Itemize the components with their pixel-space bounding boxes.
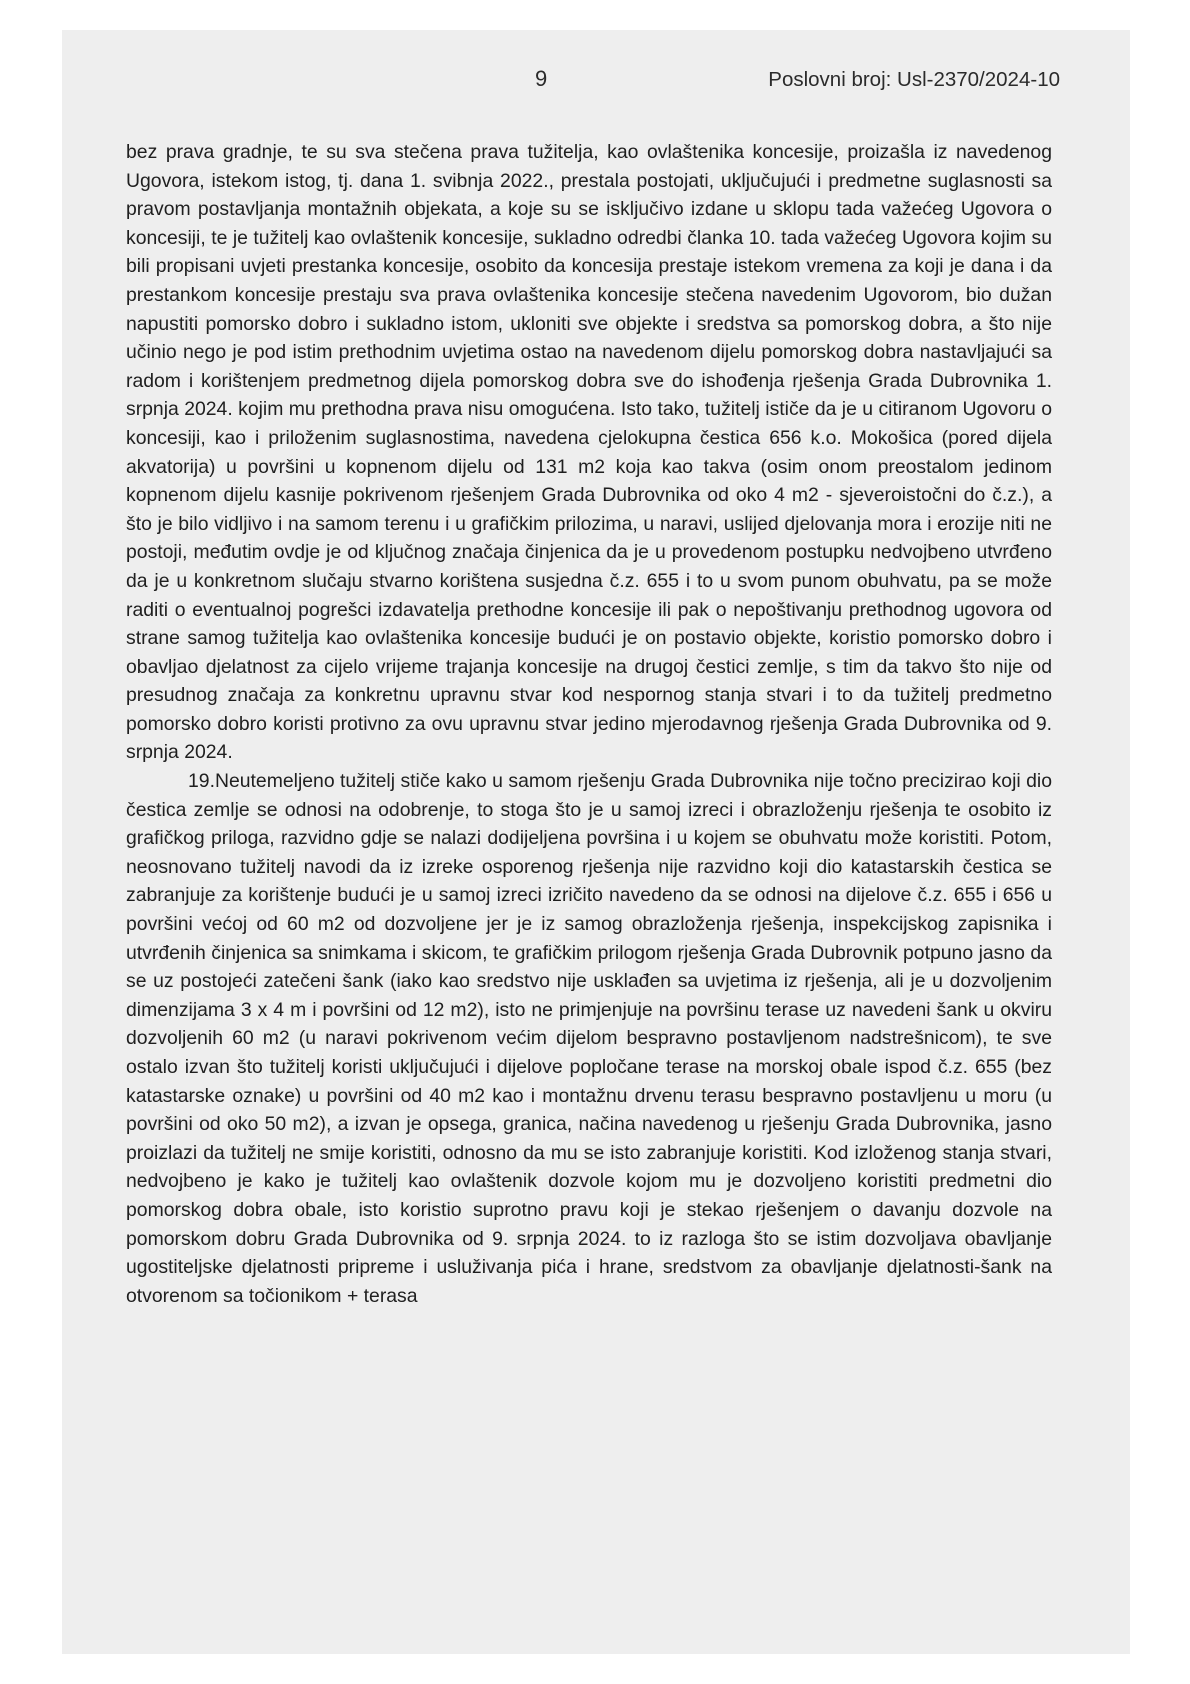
document-page — [62, 30, 1130, 1654]
paragraph: bez prava gradnje, te su sva stečena prava tužitelja, kao ovlaštenika koncesije, proizašla iz navedenog Ugovora, istekom istog, tj. dana 1. svibnja 2022., prestala postojati, uključujući i predmetne suglasnosti sa pravom postavljanja montažnih objekata, a koje su se isključivo izdane u sklopu tada važećeg Ugovora o koncesiji, te je tužitelj kao ovlaštenik koncesije, sukladno odredbi članka 10. tada važećeg Ugovora kojim su bili propisani uvjeti prestanka koncesije, osobito da koncesija prestaje istekom vremena za koji je dana i da prestankom koncesije prestaju sva prava ovlaštenika koncesije stečena navedenim Ugovorom, bio dužan napustiti pomorsko dobro i sukladno istom, ukloniti sve objekte i sredstva sa pomorskog dobra, a što nije učinio nego je pod istim prethodnim uvjetima ostao na navedenom dijelu pomorskog dobra nastavljajući sa radom i korištenjem predmetnog dijela pomorskog dobra sve do ishođenja rješenja Grada Dubrovnika 1. srpnja 2024. kojim mu prethodna prava nisu omogućena. Isto tako, tužitelj ističe da je u citiranom Ugovoru o koncesiji, kao i priloženim suglasnostima, navedena cjelokupna čestica 656 k.o. Mokošica (pored dijela akvatorija) u površini u kopnenom dijelu od 131 m2 koja kao takva (osim onom preostalom jedinom kopnenom dijelu kasnije pokrivenom rješenjem Grada Dubrovnika od oko 4 m2 - sjeveroistočni do č.z.), a što je bilo vidljivo i na samom terenu i u grafičkim prilozima, u naravi, uslijed djelovanja mora i erozije niti ne postoji, međutim ovdje je od ključnog značaja činjenica da je u provedenom postupku nedvojbeno utvrđeno da je u konkretnom slučaju stvarno korištena susjedna č.z. 655 i to u svom punom obuhvatu, pa se može raditi o eventualnoj pogrešci izdavatelja prethodne koncesije ili pak o nepoštivanju prethodnog ugovora od strane samog tužitelja kao ovlaštenika koncesije budući je on postavio objekte, koristio pomorsko dobro i obavljao djelatnost za cijelo vrijeme trajanja koncesije na drugoj čestici zemlje, s tim da takvo što nije od presudnog značaja za konkretnu upravnu stvar kod nespornog stanja stvari i to da tužitelj predmetno pomorsko dobro koristi protivno za ovu upravnu stvar jedino mjerodavnog rješenja Grada Dubrovnika od 9. srpnja 2024. — [126, 141, 1052, 764]
case-number: Poslovni broj: Usl-2370/2024-10 — [768, 68, 1060, 91]
page-number: 9 — [535, 66, 548, 91]
paragraph: 19.Neutemeljeno tužitelj stiče kako u samom rješenju Grada Dubrovnika nije točno precizirao koji dio čestica zemlje se odnosi na odobrenje, to stoga što je u samoj izreci i obrazloženju rješenja te osobito iz grafičkog priloga, razvidno gdje se nalazi dodijeljena površina i u kojem se obuhvatu može koristiti. Potom, neosnovano tužitelj navodi da iz izreke osporenog rješenja nije razvidno koji dio katastarskih čestica se zabranjuje za korištenje budući je u samoj izreci izričito navedeno da se odnosi na dijelove č.z. 655 i 656 u površini većoj od 60 m2 od dozvoljene jer je iz samog obrazloženja rješenja, inspekcijskog zapisnika i utvrđenih činjenica sa snimkama i skicom, te grafičkim prilogom rješenja Grada Dubrovnik potpuno jasno da se uz postojeći zatečeni šank (iako kao sredstvo nije usklađen sa uvjetima iz rješenja, ali je u dozvoljenim dimenzijama 3 x 4 m i površini od 12 m2), isto ne primjenjuje na površinu terase uz navedeni šank u okviru dozvoljenih 60 m2 (u naravi pokrivenom većim dijelom bespravno postavljenom nadstrešnicom), te sve ostalo izvan što tužitelj koristi uključujući i dijelove popločane terase na morskoj obale ispod č.z. 655 (bez katastarske oznake) u površini od 40 m2 kao i montažnu drvenu terasu bespravno postavljenu u moru (u površini od oko 50 m2), a izvan je opsega, granica, načina navedenog u rješenju Grada Dubrovnika, jasno proizlazi da tužitelj ne smije koristiti, odnosno da mu se isto zabranjuje koristiti. Kod izloženog stanja stvari, nedvojbeno je kako je tužitelj kao ovlaštenik dozvole kojom mu je dozvoljeno koristiti predmetni dio pomorskog dobra obale, isto koristio suprotno pravu koji je stekao rješenjem o davanju dozvole na pomorskom dobru Grada Dubrovnika od 9. srpnja 2024. to iz razloga što se istim dozvoljava obavljanje ugostiteljske djelatnosti pripreme i usluživanja pića i hrane, sredstvom za obavljanje djelatnosti-šank na otvorenom sa točionikom + terasa — [126, 770, 1052, 1307]
document-body — [126, 138, 1052, 1310]
